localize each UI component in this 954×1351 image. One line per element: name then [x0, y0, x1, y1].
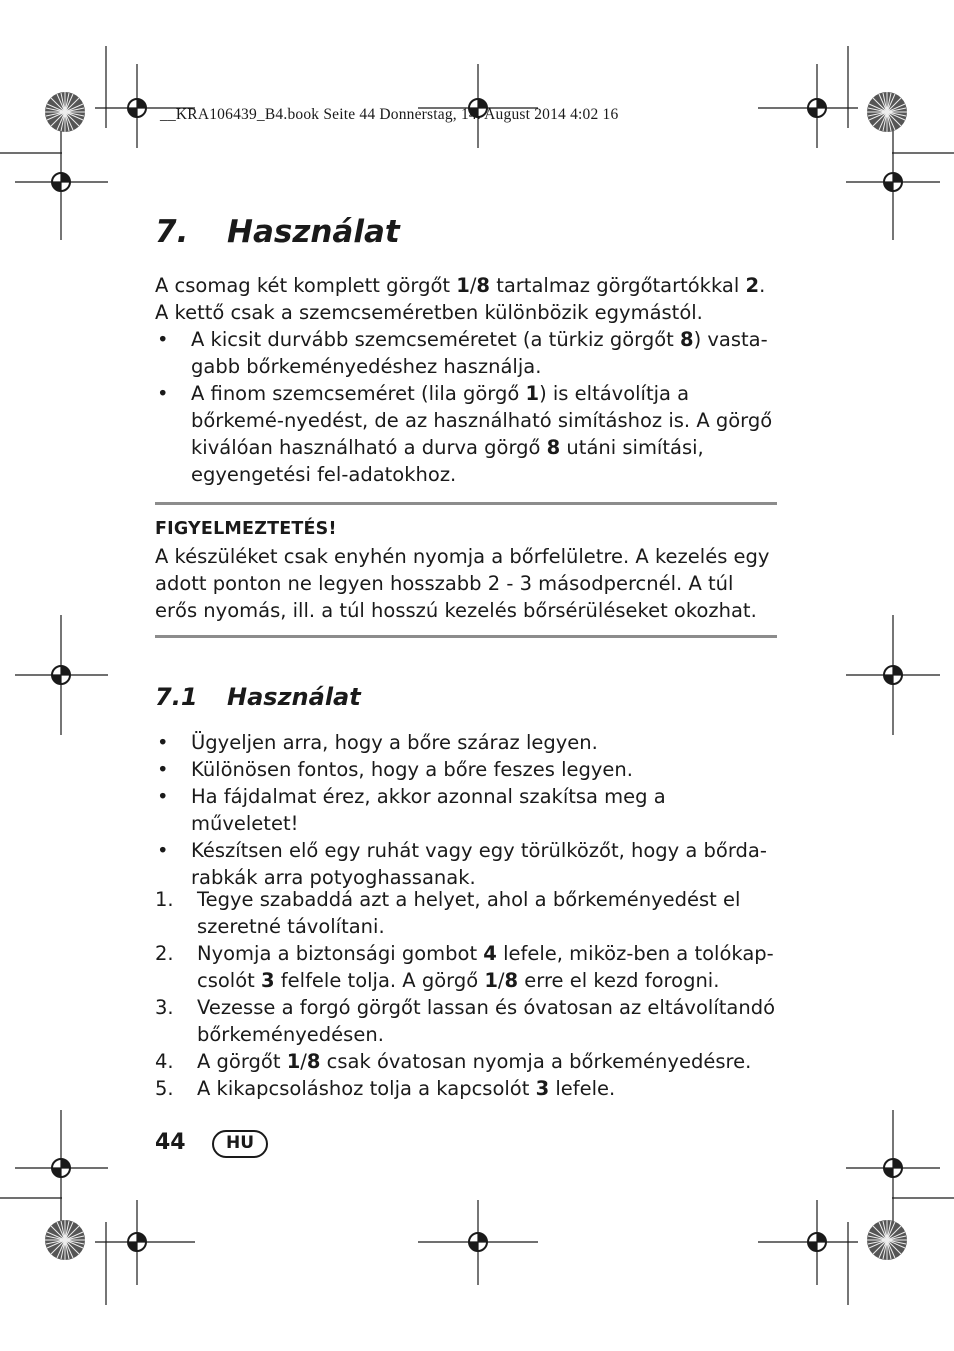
- intro-text: A csomag két komplett görgőt: [155, 274, 457, 297]
- step-text: A kikapcsoláshoz tolja a kapcsolót: [197, 1077, 536, 1100]
- warning-text: A készüléket csak enyhén nyomja a bőrfelületre. A kezelés egy adott ponton ne legyen hosszabb 2 - 3 másodpercnél. A túl erős nyomás, ill. a túl hosszú kezelés bőrsérüléseket okozhat.: [155, 545, 770, 622]
- slash: /: [469, 274, 477, 297]
- step-number: 3.: [155, 996, 174, 1019]
- section-7-1-steps: [155, 886, 779, 1102]
- page-number: 44: [155, 1130, 186, 1155]
- step-text: Nyomja a biztonsági gombot: [197, 942, 484, 965]
- language-badge: HU: [212, 1130, 268, 1158]
- intro-line-2: A kettő csak a szemcseméretben különbözik egymástól.: [155, 301, 703, 324]
- part-ref: 1: [525, 382, 540, 405]
- section-7-1-title: Használat: [227, 683, 361, 711]
- step-list: [155, 886, 779, 1102]
- step-text: lefele.: [549, 1077, 616, 1100]
- part-ref: 1: [484, 969, 498, 992]
- part-ref: 8: [504, 969, 519, 992]
- list-item: [155, 380, 779, 488]
- step-item: [155, 1048, 779, 1075]
- step-text: A görgőt: [197, 1050, 287, 1073]
- step-text: erre el kezd forogni.: [518, 969, 720, 992]
- part-ref: 3: [261, 969, 275, 992]
- list-item: • Különösen fontos, hogy a bőre feszes legyen.: [155, 756, 779, 783]
- step-item: [155, 1075, 779, 1102]
- step-number: 4.: [155, 1050, 174, 1073]
- part-ref: 8: [679, 328, 694, 351]
- list-item: [155, 326, 779, 380]
- section-7-number: 7.: [155, 214, 189, 250]
- bullet-text: A kicsit durvább szemcseméretet (a türkiz görgőt: [191, 328, 680, 351]
- step-item: [155, 940, 779, 994]
- section-7-1-number: 7.1: [155, 683, 198, 711]
- slash: /: [497, 969, 505, 992]
- part-ref: 1: [286, 1050, 301, 1073]
- part-ref: 8: [306, 1050, 321, 1073]
- step-number: 5.: [155, 1077, 174, 1100]
- list-item: • Készítsen elő egy ruhát vagy egy törülközőt, hogy a bőrda-rabkák arra potyoghassanak.: [155, 837, 779, 891]
- step-text: felfele tolja. A görgő: [274, 969, 485, 992]
- bullet-text: A finom szemcseméret (lila görgő: [191, 382, 526, 405]
- intro-text: .: [759, 274, 766, 297]
- part-ref: 8: [476, 274, 490, 297]
- section-7-1-bullet-list: [155, 729, 779, 891]
- part-ref: 1: [456, 274, 470, 297]
- list-item: • Ha fájdalmat érez, akkor azonnal szakítsa meg a műveletet!: [155, 783, 779, 837]
- section-7-bullet-list: [155, 326, 779, 488]
- slash: /: [300, 1050, 307, 1073]
- list-item: • Ügyeljen arra, hogy a bőre száraz legyen.: [155, 729, 779, 756]
- part-ref: 2: [745, 274, 760, 297]
- part-ref: 4: [483, 942, 497, 965]
- book-file-header: __KRA106439_B4.book Seite 44 Donnerstag, 14. August 2014 4:02 16: [160, 106, 619, 123]
- step-text: Vezesse a forgó görgőt lassan és óvatosan az eltávolítandó bőrkeményedésen.: [197, 996, 776, 1046]
- part-ref: 3: [535, 1077, 550, 1100]
- step-number: 2.: [155, 942, 174, 965]
- intro-text: tartalmaz görgőtartókkal: [490, 274, 746, 297]
- step-number: 1.: [155, 888, 174, 911]
- section-7-title: Használat: [227, 214, 400, 250]
- intro-line-1: [155, 272, 779, 299]
- section-7-heading: [155, 214, 400, 250]
- step-item: [155, 886, 779, 940]
- step-text: Tegye szabaddá azt a helyet, ahol a bőrkeményedést el szeretné távolítani.: [197, 888, 741, 938]
- section-7-1-bullets: [155, 729, 779, 891]
- warning-title: FIGYELMEZTETÉS!: [155, 519, 337, 539]
- warning-bottom-rule: [155, 635, 777, 638]
- section-7-1-heading: [155, 682, 361, 712]
- section-7-intro: [155, 272, 779, 488]
- step-text: lefele, miköz-ben a tolókap-csolót: [197, 942, 774, 992]
- warning-box: [155, 516, 779, 624]
- bullet-text: ) is eltávolítja a bőrkemé-nyedést, de az használható simításhoz is. A görgő kiválóan használható a durva görgő: [191, 382, 773, 459]
- part-ref: 8: [546, 436, 561, 459]
- step-text: csak óvatosan nyomja a bőrkeményedésre.: [320, 1050, 752, 1073]
- warning-top-rule: [155, 502, 777, 505]
- bullet-text: ) vasta-gabb bőrkeményedéshez használja.: [191, 328, 768, 378]
- bullet-text: utáni simítási, egyengetési fel-adatokhoz.: [191, 436, 704, 486]
- step-item: [155, 994, 779, 1048]
